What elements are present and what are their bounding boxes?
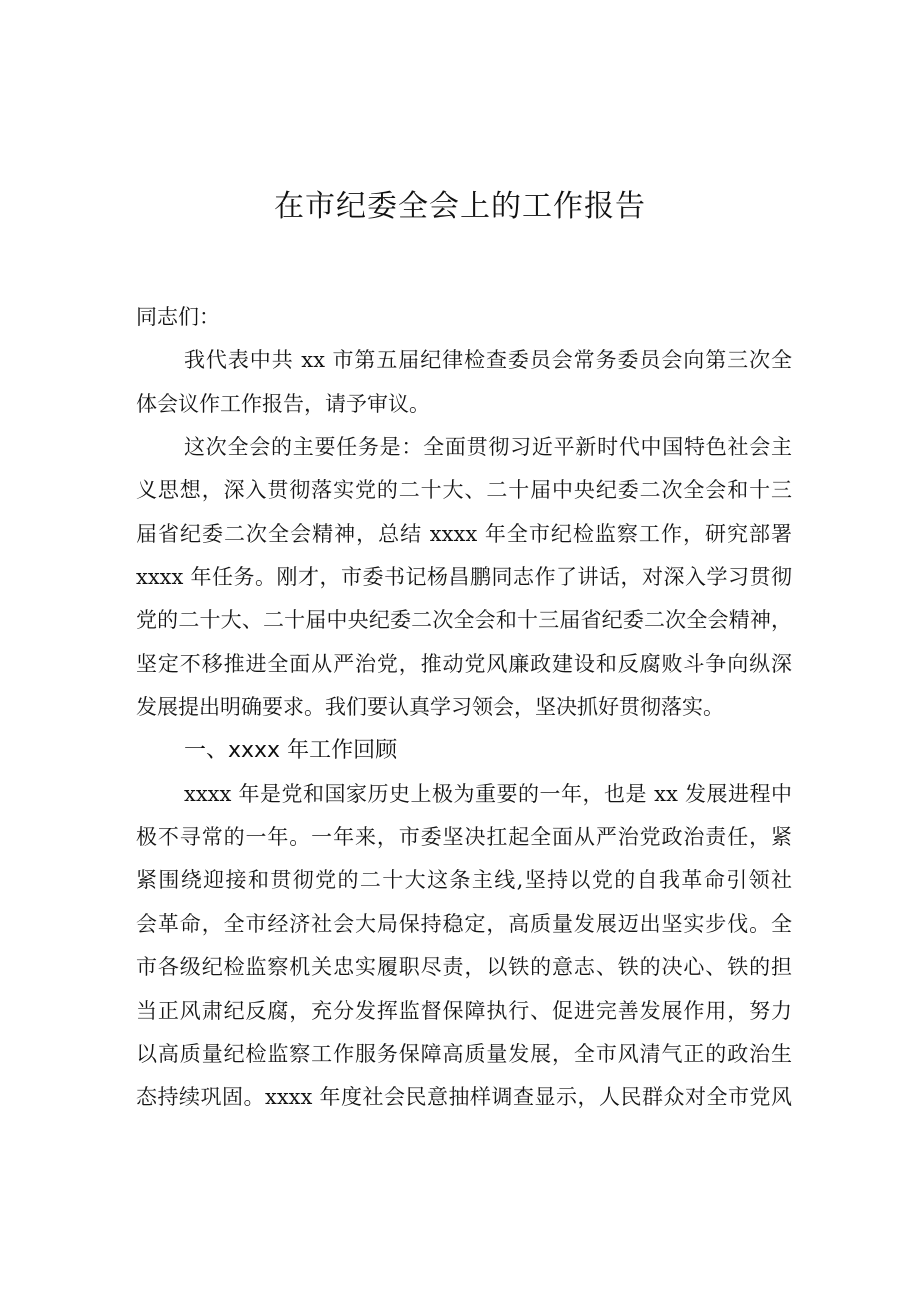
section-heading: 一、xxxx 年工作回顾 bbox=[184, 738, 398, 764]
paragraph-line: 态持续巩固。xxxx 年度社会民意抽样调查显示，人民群众对全市党风 bbox=[136, 1085, 792, 1110]
paragraph-line: 党的二十大、二十届中央纪委二次全会和十三届省纪委二次全会精神， bbox=[136, 608, 792, 633]
paragraph bbox=[136, 426, 792, 729]
paragraph-line: xxxx 年任务。刚才，市委书记杨昌鹏同志作了讲话，对深入学习贯彻 bbox=[136, 565, 792, 590]
paragraph-line: 极不寻常的一年。一年来，市委坚决扛起全面从严治党政治责任，紧 bbox=[136, 825, 792, 850]
paragraph-line: 这次全会的主要任务是：全面贯彻习近平新时代中国特色社会主 bbox=[184, 435, 792, 460]
paragraph-line: 会革命，全市经济社会大局保持稳定，高质量发展迈出坚实步伐。全 bbox=[136, 911, 792, 936]
document-title: 在市纪委全会上的工作报告 bbox=[274, 189, 646, 224]
paragraph-line: 当正风肃纪反腐，充分发挥监督保障执行、促进完善发展作用，努力 bbox=[136, 998, 792, 1023]
paragraph bbox=[136, 773, 792, 1120]
paragraph-line: 发展提出明确要求。我们要认真学习领会，坚决抓好贯彻落实。 bbox=[136, 695, 724, 720]
paragraph bbox=[136, 339, 792, 426]
paragraph-line: 紧围绕迎接和贯彻党的二十大这条主线,坚持以党的自我革命引领社 bbox=[136, 868, 792, 893]
salutation: 同志们： bbox=[136, 305, 220, 329]
paragraph-line: 体会议作工作报告，请予审议。 bbox=[136, 391, 430, 416]
paragraph-line: 届省纪委二次全会精神，总结 xxxx 年全市纪检监察工作，研究部署 bbox=[136, 521, 792, 546]
paragraph-line: 市各级纪检监察机关忠实履职尽责，以铁的意志、铁的决心、铁的担 bbox=[136, 955, 792, 980]
document-body bbox=[136, 296, 792, 1120]
paragraph-line: 坚定不移推进全面从严治党，推动党风廉政建设和反腐败斗争向纵深 bbox=[136, 651, 792, 676]
paragraph-line: 以高质量纪检监察工作服务保障高质量发展，全市风清气正的政治生 bbox=[136, 1041, 792, 1066]
paragraph-line: 义思想，深入贯彻落实党的二十大、二十届中央纪委二次全会和十三 bbox=[136, 478, 792, 503]
paragraph-line: xxxx 年是党和国家历史上极为重要的一年，也是 xx 发展进程中 bbox=[184, 781, 792, 806]
paragraph-line: 我代表中共 xx 市第五届纪律检查委员会常务委员会向第三次全 bbox=[184, 348, 792, 373]
